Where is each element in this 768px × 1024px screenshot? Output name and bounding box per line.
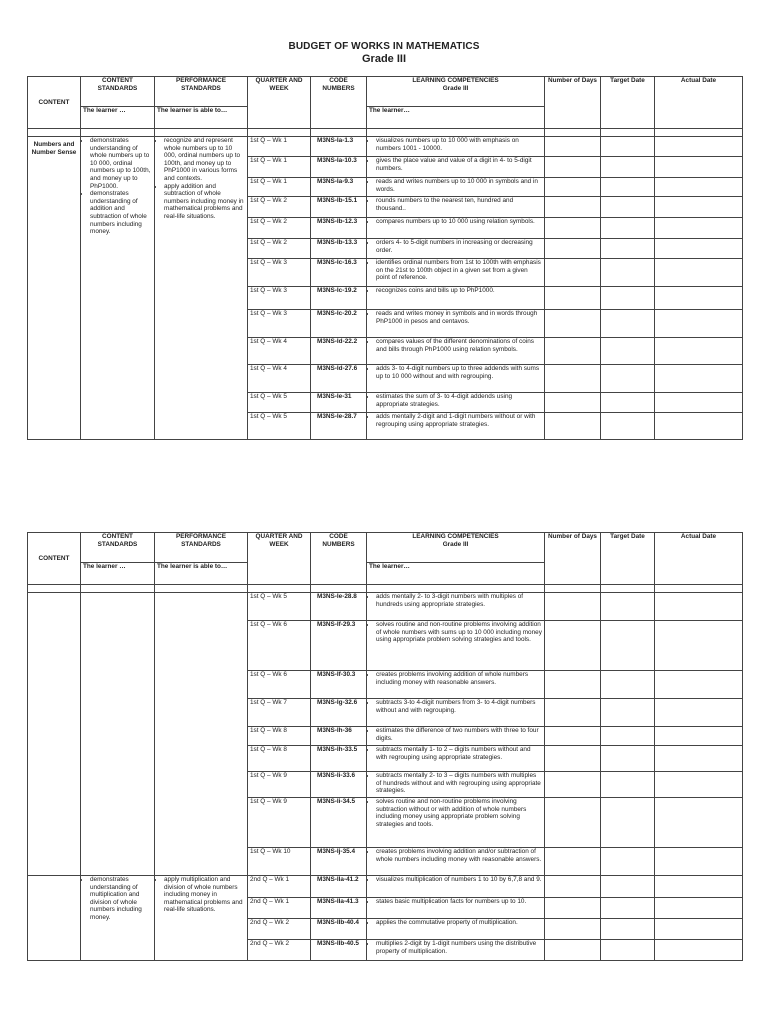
quarter-week-cell: 2nd Q – Wk 1 xyxy=(248,898,311,919)
target-date-cell[interactable] xyxy=(601,413,655,440)
budget-table-page1 xyxy=(27,76,743,440)
lc-grade: Grade III xyxy=(442,84,469,92)
header-target-date: Target Date xyxy=(601,533,655,585)
competency-text: • creates problems involving addition of whole numbers including money with reasonable answers. xyxy=(376,671,542,686)
learning-competency-cell xyxy=(367,593,545,621)
quarter-week-cell: 1st Q – Wk 1 xyxy=(248,178,311,197)
content-standards-cell xyxy=(81,137,155,440)
actual-date-cell[interactable] xyxy=(655,178,743,197)
competency-list xyxy=(369,178,542,193)
content-cell xyxy=(28,593,81,876)
code-number-cell: M3NS-If-29.3 xyxy=(311,621,367,671)
code-number-cell: M3NS-Ic-20.2 xyxy=(311,310,367,338)
quarter-week-cell: 1st Q – Wk 5 xyxy=(248,393,311,413)
code-number-cell: M3NS-IIb-40.5 xyxy=(311,940,367,961)
quarter-week-cell: 1st Q – Wk 9 xyxy=(248,772,311,798)
quarter-week-cell: 1st Q – Wk 3 xyxy=(248,287,311,310)
quarter-week-cell: 1st Q – Wk 4 xyxy=(248,338,311,365)
performance-standards-list-item: • recognize and represent whole numbers up to 10 000, ordinal numbers up to 100th, and money up to PhP1000 in various forms and contexts. xyxy=(164,137,245,183)
number-of-days-cell[interactable] xyxy=(545,137,601,157)
competency-list xyxy=(369,940,542,955)
code-number-cell: M3NS-IIa-41.2 xyxy=(311,876,367,898)
competency-text: • subtracts mentally 1- to 2 – digits numbers without and with regrouping using appropriate strategies. xyxy=(376,746,542,761)
learning-competency-cell xyxy=(367,338,545,365)
competency-list xyxy=(369,746,542,761)
number-of-days-cell[interactable] xyxy=(545,365,601,393)
content-standards-cell xyxy=(81,876,155,961)
learner-able-label: The learner is able to… xyxy=(155,107,248,129)
header-code-numbers: CODE NUMBERS xyxy=(311,77,367,129)
number-of-days-cell[interactable] xyxy=(545,848,601,876)
number-of-days-cell[interactable] xyxy=(545,239,601,259)
actual-date-cell[interactable] xyxy=(655,413,743,440)
target-date-cell[interactable] xyxy=(601,746,655,772)
learning-competency-cell xyxy=(367,137,545,157)
number-of-days-cell[interactable] xyxy=(545,772,601,798)
code-number-cell: M3NS-Ia-10.3 xyxy=(311,157,367,178)
target-date-cell[interactable] xyxy=(601,393,655,413)
number-of-days-cell[interactable] xyxy=(545,919,601,940)
target-date-cell[interactable] xyxy=(601,621,655,671)
number-of-days-cell[interactable] xyxy=(545,798,601,848)
code-number-cell: M3NS-If-30.3 xyxy=(311,671,367,699)
actual-date-cell[interactable] xyxy=(655,137,743,157)
number-of-days-cell[interactable] xyxy=(545,178,601,197)
learning-competency-cell xyxy=(367,940,545,961)
header-quarter-week: QUARTER AND WEEK xyxy=(248,533,311,585)
quarter-week-cell: 1st Q – Wk 1 xyxy=(248,137,311,157)
code-number-cell: M3NS-Id-22.2 xyxy=(311,338,367,365)
code-number-cell: M3NS-Ie-28.8 xyxy=(311,593,367,621)
actual-date-cell[interactable] xyxy=(655,393,743,413)
actual-date-cell[interactable] xyxy=(655,876,743,898)
competency-list xyxy=(369,218,542,226)
actual-date-cell[interactable] xyxy=(655,593,743,621)
number-of-days-cell[interactable] xyxy=(545,197,601,218)
actual-date-cell[interactable] xyxy=(655,848,743,876)
quarter-week-cell: 1st Q – Wk 2 xyxy=(248,239,311,259)
competency-list xyxy=(369,671,542,686)
competency-text: • identifies ordinal numbers from 1st to 100th with emphasis on the 21st to 100th object in a given set from a given point of reference. xyxy=(376,259,542,282)
learning-competency-cell xyxy=(367,621,545,671)
number-of-days-cell[interactable] xyxy=(545,898,601,919)
code-number-cell: M3NS-Ib-12.3 xyxy=(311,218,367,239)
competency-text: • creates problems involving addition and/or subtraction of whole numbers including money with reasonable answers. xyxy=(376,848,542,863)
actual-date-cell[interactable] xyxy=(655,365,743,393)
number-of-days-cell[interactable] xyxy=(545,393,601,413)
competency-text: • estimates the sum of 3- to 4-digit addends using appropriate strategies. xyxy=(376,393,542,408)
target-date-cell[interactable] xyxy=(601,671,655,699)
learning-competency-cell xyxy=(367,218,545,239)
learner-label: The learner … xyxy=(81,563,155,585)
target-date-cell[interactable] xyxy=(601,259,655,287)
learning-competency-cell xyxy=(367,197,545,218)
target-date-cell[interactable] xyxy=(601,940,655,961)
header-number-of-days: Number of Days xyxy=(545,533,601,585)
actual-date-cell[interactable] xyxy=(655,772,743,798)
competency-list xyxy=(369,919,542,927)
learning-competency-cell xyxy=(367,699,545,727)
learning-competency-cell xyxy=(367,393,545,413)
learning-competency-cell xyxy=(367,157,545,178)
learning-competency-cell xyxy=(367,365,545,393)
learning-competency-cell xyxy=(367,898,545,919)
header-learning-competencies xyxy=(367,533,545,563)
quarter-week-cell: 1st Q – Wk 7 xyxy=(248,699,311,727)
competency-text: • estimates the difference of two numbers with three to four digits. xyxy=(376,727,542,742)
performance-standards-cell xyxy=(155,593,248,876)
target-date-cell[interactable] xyxy=(601,593,655,621)
content-standards-list xyxy=(83,137,152,236)
competency-row xyxy=(28,593,743,621)
actual-date-cell[interactable] xyxy=(655,727,743,746)
quarter-week-cell: 1st Q – Wk 1 xyxy=(248,157,311,178)
competency-list xyxy=(369,259,542,282)
learning-competency-cell xyxy=(367,413,545,440)
number-of-days-cell[interactable] xyxy=(545,218,601,239)
performance-standards-list xyxy=(157,876,245,914)
content-standards-cell xyxy=(81,593,155,876)
number-of-days-cell[interactable] xyxy=(545,746,601,772)
competency-text: • rounds numbers to the nearest ten, hundred and thousand.. xyxy=(376,197,542,212)
quarter-week-cell: 1st Q – Wk 6 xyxy=(248,671,311,699)
code-number-cell: M3NS-Ib-13.3 xyxy=(311,239,367,259)
competency-text: • subtracts 3-to 4-digit numbers from 3- to 4-digit numbers without and with regrouping. xyxy=(376,699,542,714)
budget-table-page2 xyxy=(27,532,743,961)
quarter-week-cell: 1st Q – Wk 2 xyxy=(248,197,311,218)
learning-competency-cell xyxy=(367,848,545,876)
quarter-week-cell: 2nd Q – Wk 1 xyxy=(248,876,311,898)
competency-text: • multiplies 2-digit by 1-digit numbers using the distributive property of multiplication. xyxy=(376,940,542,955)
learning-competency-cell xyxy=(367,259,545,287)
header-performance-standards: PERFORMANCE STANDARDS xyxy=(155,533,248,563)
competency-text: • adds mentally 2- to 3-digit numbers with multiples of hundreds using appropriate strategies. xyxy=(376,593,542,608)
number-of-days-cell[interactable] xyxy=(545,940,601,961)
target-date-cell[interactable] xyxy=(601,798,655,848)
learning-competency-cell xyxy=(367,727,545,746)
competency-text: • orders 4- to 5-digit numbers in increasing or decreasing order. xyxy=(376,239,542,254)
competency-list xyxy=(369,365,542,380)
learning-competency-cell xyxy=(367,310,545,338)
competency-list xyxy=(369,727,542,742)
performance-standards-cell xyxy=(155,876,248,961)
performance-standards-list-item: • apply addition and subtraction of whole numbers including money in mathematical problems and real-life situations. xyxy=(164,183,245,221)
competency-list xyxy=(369,310,542,325)
code-number-cell: M3NS-Ii-34.5 xyxy=(311,798,367,848)
actual-date-cell[interactable] xyxy=(655,940,743,961)
header-actual-date: Actual Date xyxy=(655,77,743,129)
code-number-cell: M3NS-Ij-35.4 xyxy=(311,848,367,876)
quarter-week-cell: 1st Q – Wk 3 xyxy=(248,259,311,287)
target-date-cell[interactable] xyxy=(601,239,655,259)
quarter-week-cell: 1st Q – Wk 5 xyxy=(248,413,311,440)
header-actual-date: Actual Date xyxy=(655,533,743,585)
competency-list xyxy=(369,798,542,828)
actual-date-cell[interactable] xyxy=(655,621,743,671)
quarter-week-cell: 1st Q – Wk 2 xyxy=(248,218,311,239)
code-number-cell: M3NS-Ib-15.1 xyxy=(311,197,367,218)
code-number-cell: M3NS-IIa-41.3 xyxy=(311,898,367,919)
quarter-week-cell: 1st Q – Wk 3 xyxy=(248,310,311,338)
target-date-cell[interactable] xyxy=(601,772,655,798)
competency-list xyxy=(369,137,542,152)
target-date-cell[interactable] xyxy=(601,338,655,365)
header-performance-standards: PERFORMANCE STANDARDS xyxy=(155,77,248,107)
competency-list xyxy=(369,157,542,172)
document-title: BUDGET OF WORKS IN MATHEMATICS xyxy=(288,41,480,52)
target-date-cell[interactable] xyxy=(601,848,655,876)
content-cell: Numbers and Number Sense xyxy=(28,137,81,440)
quarter-week-cell: 1st Q – Wk 9 xyxy=(248,798,311,848)
actual-date-cell[interactable] xyxy=(655,671,743,699)
competency-list xyxy=(369,593,542,608)
actual-date-cell[interactable] xyxy=(655,197,743,218)
number-of-days-cell[interactable] xyxy=(545,157,601,178)
target-date-cell[interactable] xyxy=(601,365,655,393)
header-content-standards: CONTENT STANDARDS xyxy=(81,533,155,563)
learning-competency-cell xyxy=(367,772,545,798)
learner-label: The learner … xyxy=(81,107,155,129)
table2-body xyxy=(28,593,743,961)
target-date-cell[interactable] xyxy=(601,178,655,197)
target-date-cell[interactable] xyxy=(601,218,655,239)
competency-list xyxy=(369,239,542,254)
competency-text: • solves routine and non-routine problems involving subtraction without or with addition of whole numbers including money using appropriate problem solving strategies and tools. xyxy=(376,798,542,828)
competency-text: • adds mentally 2-digit and 1-digit numbers without or with regrouping using appropriate strategies. xyxy=(376,413,542,428)
competency-row xyxy=(28,137,743,157)
number-of-days-cell[interactable] xyxy=(545,876,601,898)
header-content: CONTENT xyxy=(28,533,81,585)
performance-standards-list xyxy=(157,137,245,221)
quarter-week-cell: 1st Q – Wk 5 xyxy=(248,593,311,621)
target-date-cell[interactable] xyxy=(601,310,655,338)
number-of-days-cell[interactable] xyxy=(545,338,601,365)
quarter-week-cell: 1st Q – Wk 8 xyxy=(248,727,311,746)
lc-title: LEARNING COMPETENCIES xyxy=(412,533,499,540)
actual-date-cell[interactable] xyxy=(655,798,743,848)
content-standards-list-item: • demonstrates understanding of whole numbers up to 10 000, ordinal numbers up to 100th, and money up to PhP1000. xyxy=(90,137,152,190)
learning-competency-cell xyxy=(367,671,545,699)
number-of-days-cell[interactable] xyxy=(545,310,601,338)
number-of-days-cell[interactable] xyxy=(545,699,601,727)
competency-list xyxy=(369,338,542,353)
number-of-days-cell[interactable] xyxy=(545,671,601,699)
code-number-cell: M3NS-Ii-33.6 xyxy=(311,772,367,798)
performance-standards-list-item: • apply multiplication and division of whole numbers including money in mathematical problems and real-life situations. xyxy=(164,876,245,914)
competency-text: • reads and writes numbers up to 10 000 in symbols and in words. xyxy=(376,178,542,193)
header-target-date: Target Date xyxy=(601,77,655,129)
code-number-cell: M3NS-Ic-16.3 xyxy=(311,259,367,287)
competency-text: • gives the place value and value of a digit in 4- to 5-digit numbers. xyxy=(376,157,542,172)
actual-date-cell[interactable] xyxy=(655,239,743,259)
number-of-days-cell[interactable] xyxy=(545,259,601,287)
actual-date-cell[interactable] xyxy=(655,338,743,365)
header-number-of-days: Number of Days xyxy=(545,77,601,129)
learner-lc-label: The learner… xyxy=(367,563,545,585)
learner-able-label: The learner is able to… xyxy=(155,563,248,585)
competency-text: • adds 3- to 4-digit numbers up to three addends with sums up to 10 000 without and with regrouping. xyxy=(376,365,542,380)
competency-text: • solves routine and non-routine problems involving addition of whole numbers with sums up to 10 000 including money using appropriate problem solving strategies and tools. xyxy=(376,621,542,644)
number-of-days-cell[interactable] xyxy=(545,621,601,671)
learning-competency-cell xyxy=(367,798,545,848)
competency-text: • subtracts mentally 2- to 3 – digits numbers with multiples of hundreds without and with regrouping using appropriate strategies. xyxy=(376,772,542,795)
actual-date-cell[interactable] xyxy=(655,259,743,287)
target-date-cell[interactable] xyxy=(601,287,655,310)
actual-date-cell[interactable] xyxy=(655,898,743,919)
quarter-week-cell: 1st Q – Wk 10 xyxy=(248,848,311,876)
learning-competency-cell xyxy=(367,876,545,898)
competency-list xyxy=(369,621,542,644)
target-date-cell[interactable] xyxy=(601,876,655,898)
header-quarter-week: QUARTER AND WEEK xyxy=(248,77,311,129)
actual-date-cell[interactable] xyxy=(655,218,743,239)
competency-text: • reads and writes money in symbols and in words through PhP1000 in pesos and centavos. xyxy=(376,310,542,325)
code-number-cell: M3NS-Ig-32.6 xyxy=(311,699,367,727)
quarter-week-cell: 1st Q – Wk 4 xyxy=(248,365,311,393)
number-of-days-cell[interactable] xyxy=(545,593,601,621)
competency-list xyxy=(369,772,542,795)
actual-date-cell[interactable] xyxy=(655,287,743,310)
code-number-cell: M3NS-Id-27.6 xyxy=(311,365,367,393)
code-number-cell: M3NS-Ie-28.7 xyxy=(311,413,367,440)
competency-list xyxy=(369,898,542,906)
target-date-cell[interactable] xyxy=(601,137,655,157)
learning-competency-cell xyxy=(367,178,545,197)
lc-title: LEARNING COMPETENCIES xyxy=(412,77,499,84)
number-of-days-cell[interactable] xyxy=(545,287,601,310)
competency-list xyxy=(369,876,542,884)
quarter-week-cell: 2nd Q – Wk 2 xyxy=(248,940,311,961)
competency-list xyxy=(369,699,542,714)
header-learning-competencies xyxy=(367,77,545,107)
code-number-cell: M3NS-Ie-31 xyxy=(311,393,367,413)
target-date-cell[interactable] xyxy=(601,699,655,727)
competency-text: • recognizes coins and bills up to PhP1000. xyxy=(376,287,542,295)
document-grade: Grade III xyxy=(361,53,407,65)
competency-list xyxy=(369,393,542,408)
competency-text: • applies the commutative property of multiplication. xyxy=(376,919,542,927)
number-of-days-cell[interactable] xyxy=(545,413,601,440)
competency-list xyxy=(369,413,542,428)
quarter-week-cell: 1st Q – Wk 6 xyxy=(248,621,311,671)
learning-competency-cell xyxy=(367,919,545,940)
competency-list xyxy=(369,197,542,212)
target-date-cell[interactable] xyxy=(601,197,655,218)
quarter-week-cell: 1st Q – Wk 8 xyxy=(248,746,311,772)
target-date-cell[interactable] xyxy=(601,727,655,746)
target-date-cell[interactable] xyxy=(601,898,655,919)
competency-list xyxy=(369,287,542,295)
code-number-cell: M3NS-Ic-19.2 xyxy=(311,287,367,310)
content-standards-list-item: • demonstrates understanding of multiplication and division of whole numbers including money. xyxy=(90,876,152,922)
header-content: CONTENT xyxy=(28,77,81,129)
code-number-cell: M3NS-IIb-40.4 xyxy=(311,919,367,940)
learning-competency-cell xyxy=(367,287,545,310)
actual-date-cell[interactable] xyxy=(655,699,743,727)
learner-lc-label: The learner… xyxy=(367,107,545,129)
code-number-cell: M3NS-Ih-33.5 xyxy=(311,746,367,772)
competency-row xyxy=(28,876,743,898)
code-number-cell: M3NS-Ia-9.3 xyxy=(311,178,367,197)
competency-text: • visualizes multiplication of numbers 1 to 10 by 6,7,8 and 9. xyxy=(376,876,542,884)
content-standards-list-item: • demonstrates understanding of addition and subtraction of whole numbers including money. xyxy=(90,190,152,236)
number-of-days-cell[interactable] xyxy=(545,727,601,746)
actual-date-cell[interactable] xyxy=(655,157,743,178)
learning-competency-cell xyxy=(367,746,545,772)
table1-body xyxy=(28,137,743,440)
target-date-cell[interactable] xyxy=(601,157,655,178)
header-code-numbers: CODE NUMBERS xyxy=(311,533,367,585)
competency-text: • compares numbers up to 10 000 using relation symbols. xyxy=(376,218,542,226)
code-number-cell: M3NS-Ih-36 xyxy=(311,727,367,746)
target-date-cell[interactable] xyxy=(601,919,655,940)
actual-date-cell[interactable] xyxy=(655,310,743,338)
competency-text: • visualizes numbers up to 10 000 with emphasis on numbers 1001 - 10000. xyxy=(376,137,542,152)
actual-date-cell[interactable] xyxy=(655,746,743,772)
header-content-standards: CONTENT STANDARDS xyxy=(81,77,155,107)
code-number-cell: M3NS-Ia-1.3 xyxy=(311,137,367,157)
quarter-week-cell: 2nd Q – Wk 2 xyxy=(248,919,311,940)
actual-date-cell[interactable] xyxy=(655,919,743,940)
lc-grade: Grade III xyxy=(442,540,469,548)
content-standards-list xyxy=(83,876,152,922)
competency-text: • states basic multiplication facts for numbers up to 10. xyxy=(376,898,542,906)
performance-standards-cell xyxy=(155,137,248,440)
competency-text: • compares values of the different denominations of coins and bills through PhP1000 using relation symbols. xyxy=(376,338,542,353)
competency-list xyxy=(369,848,542,863)
learning-competency-cell xyxy=(367,239,545,259)
content-cell xyxy=(28,876,81,961)
